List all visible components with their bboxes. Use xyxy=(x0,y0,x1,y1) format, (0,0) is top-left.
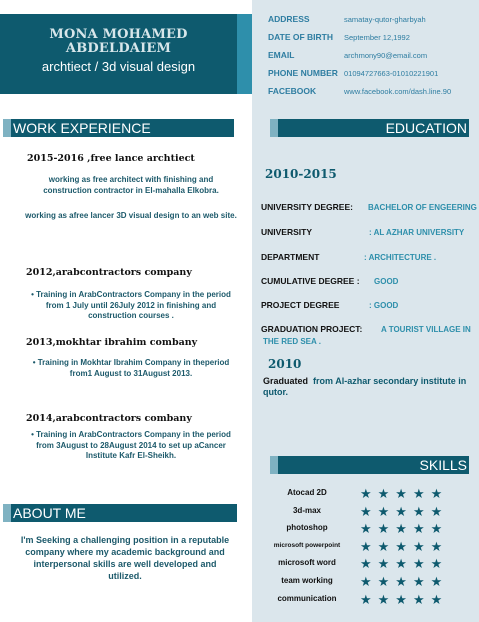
contact-value-birth: September 12,1992 xyxy=(344,33,410,42)
edu-label-cumulative: CUMULATIVE DEGREE : xyxy=(261,276,360,286)
section-bar-accent xyxy=(3,119,11,137)
job-desc-3: • Training in Mokhtar Ibrahim Company in theperiod from1 August to 31August 2013. xyxy=(32,358,230,378)
education-heading: EDUCATION xyxy=(385,120,467,136)
skill-name: microsoft word xyxy=(278,558,336,567)
skill-rating: ★★★★★ xyxy=(360,486,449,501)
edu-value-cumulative: GOOD xyxy=(374,277,399,286)
skill-name: microsoft powerpoint xyxy=(273,542,341,549)
skill-name: communication xyxy=(277,594,337,603)
edu-value-degree: BACHELOR OF ENGEERING xyxy=(368,203,477,212)
skills-heading-bar xyxy=(270,456,469,474)
edu-label-project: PROJECT DEGREE xyxy=(261,300,340,310)
skill-rating: ★★★★★ xyxy=(360,521,449,536)
work-experience-heading: WORK EXPERIENCE xyxy=(13,120,151,136)
skill-rating: ★★★★★ xyxy=(360,574,449,589)
contact-value-phone: 01094727663-01010221901 xyxy=(344,69,439,78)
section-bar-accent xyxy=(270,119,278,137)
job-heading-1: 2015-2016 ,free lance archtiect xyxy=(27,153,195,164)
name-line-2: ABDELDAIEM xyxy=(65,41,172,56)
skill-name: photoshop xyxy=(286,523,328,532)
skills-heading: SKILLS xyxy=(419,457,467,473)
skill-name: Atocad 2D xyxy=(287,488,327,497)
name-line-1: MONA MOHAMED xyxy=(49,27,188,42)
contact-value-facebook[interactable]: www.facebook.com/dash.line.90 xyxy=(344,87,452,96)
skill-rating: ★★★★★ xyxy=(360,556,449,571)
work-experience-heading-bar xyxy=(3,119,234,137)
job-desc-4: • Training in ArabContractors Company in the period from 3August to 28August 2014 to set up aCancer Institute Kafr El-Sheikh. xyxy=(31,430,231,460)
contact-value-address: samatay-qutor-gharbyah xyxy=(344,15,426,24)
education-period-2: 2010 xyxy=(268,357,302,371)
about-me-heading-bar xyxy=(3,504,237,522)
contact-label-facebook: FACEBOOK xyxy=(268,86,317,96)
contact-label-birth: DATE OF BIRTH xyxy=(268,32,334,42)
edu-value-project: : GOOD xyxy=(369,301,399,310)
contact-value-email[interactable]: archmony90@email.com xyxy=(344,51,428,60)
contact-label-address: ADDRESS xyxy=(268,14,310,24)
skill-name: team working xyxy=(281,576,333,585)
education-note-rest: from Al-azhar secondary institute in qutor. xyxy=(263,376,467,397)
education-note-lead: Graduated xyxy=(263,376,309,386)
edu-label-university: UNIVERSITY xyxy=(261,227,313,237)
edu-value-graduation-line2: THE RED SEA . xyxy=(263,337,321,346)
about-me-heading: ABOUT ME xyxy=(13,505,86,521)
skill-rating: ★★★★★ xyxy=(360,592,449,607)
edu-value-graduation: A TOURIST VILLAGE IN xyxy=(381,325,471,334)
full-name xyxy=(0,28,237,56)
skill-rating: ★★★★★ xyxy=(360,504,449,519)
about-me-text: I'm Seeking a challenging position in a reputable company where my academic background and interpersonal skills are well developed and utilized. xyxy=(20,535,230,581)
edu-label-graduation: GRADUATION PROJECT: xyxy=(261,324,363,334)
skill-name: 3d-max xyxy=(292,506,321,515)
section-bar-accent xyxy=(270,456,278,474)
job-desc-2: • Training in ArabContractors Company in the period from 1 July until 26July 2012 in finishing and construction courses . xyxy=(31,290,231,320)
job-desc-1a: working as free architect with finishing and construction contractor in El-mahalla Elkobra. xyxy=(43,175,219,195)
edu-label-degree: UNIVERSITY DEGREE: xyxy=(261,202,353,212)
job-title: archtiect / 3d visual design xyxy=(41,59,196,74)
skill-rating: ★★★★★ xyxy=(360,539,449,554)
education-note xyxy=(263,376,468,398)
job-heading-4: 2014,arabcontractors combany xyxy=(26,413,192,424)
education-heading-bar xyxy=(270,119,469,137)
edu-value-department: : ARCHITECTURE . xyxy=(364,253,437,262)
job-desc-1b: working as afree lancer 3D visual design to an web site. xyxy=(25,211,237,220)
job-heading-3: 2013,mokhtar ibrahim combany xyxy=(26,337,198,348)
education-period-1: 2010-2015 xyxy=(265,167,337,181)
contact-label-email: EMAIL xyxy=(268,50,295,60)
contact-label-phone: PHONE NUMBER xyxy=(268,68,338,78)
job-heading-2: 2012,arabcontractors company xyxy=(26,267,192,278)
edu-label-department: DEPARTMENT xyxy=(261,252,320,262)
section-bar-accent xyxy=(3,504,11,522)
edu-value-university: : AL AZHAR UNIVERSITY xyxy=(369,228,465,237)
name-banner-accent xyxy=(237,14,252,94)
